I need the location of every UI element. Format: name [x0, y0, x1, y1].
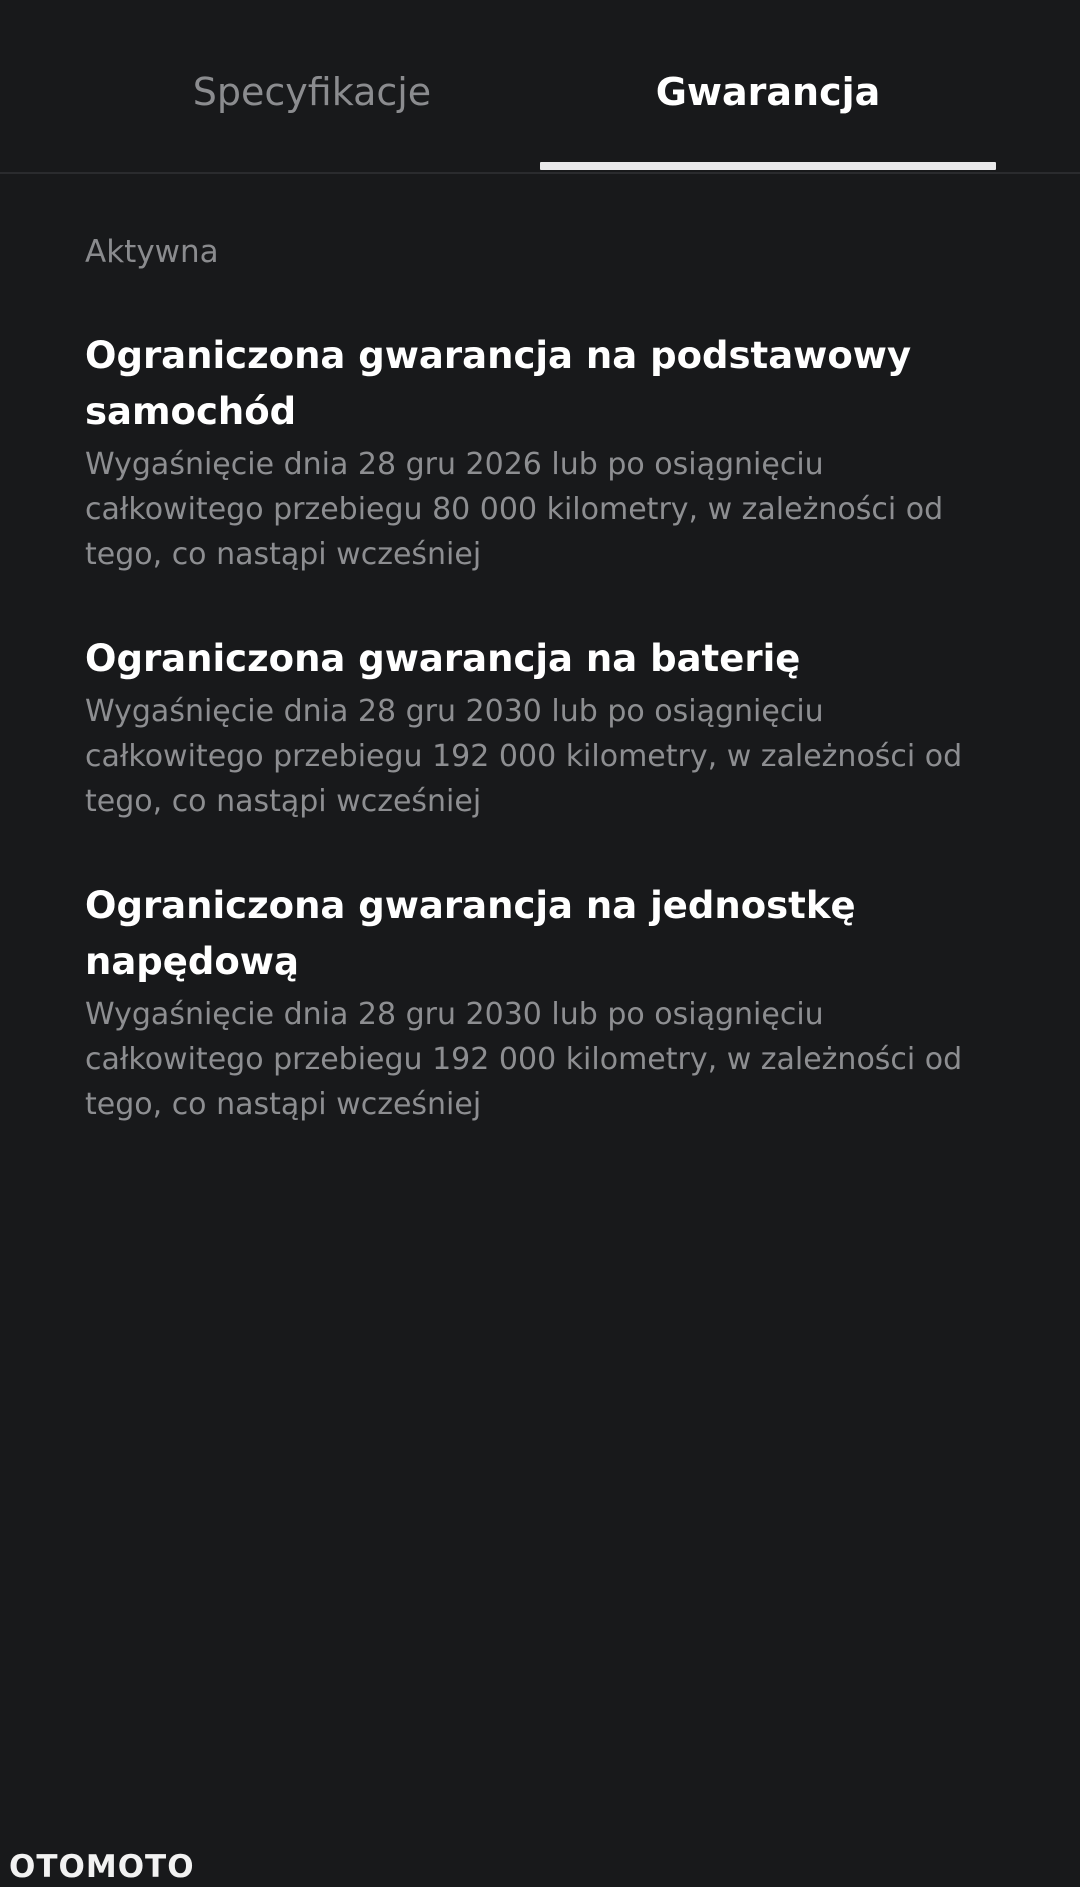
warranty-item-battery [85, 631, 1005, 824]
warranty-title: Ograniczona gwarancja na podstawowy samochód [85, 334, 912, 433]
tab-specifications[interactable]: Specyfikacje [192, 70, 432, 114]
warranty-title: Ograniczona gwarancja na jednostkę napędową [85, 884, 856, 983]
warranty-title: Ograniczona gwarancja na baterię [85, 637, 801, 680]
warranty-description: Wygaśnięcie dnia 28 gru 2030 lub po osiągnięciu całkowitego przebiegu 192 000 kilometry, w zależności od tego, co nastąpi wcześniej [85, 694, 963, 819]
otomoto-watermark-logo: OTOMOTO [9, 1849, 195, 1885]
warranty-status-label: Aktywna [85, 234, 219, 270]
warranty-item-basic-vehicle [85, 328, 1005, 577]
warranty-panel [85, 230, 1005, 1181]
warranty-description: Wygaśnięcie dnia 28 gru 2030 lub po osiągnięciu całkowitego przebiegu 192 000 kilometry, w zależności od tego, co nastąpi wcześniej [85, 997, 963, 1122]
tab-bar [0, 0, 1080, 174]
warranty-item-drive-unit [85, 878, 1005, 1127]
warranty-description: Wygaśnięcie dnia 28 gru 2026 lub po osiągnięciu całkowitego przebiegu 80 000 kilometry, w zależności od tego, co nastąpi wcześniej [85, 447, 944, 572]
tab-warranty[interactable]: Gwarancja [655, 70, 881, 114]
active-tab-indicator [540, 162, 996, 170]
